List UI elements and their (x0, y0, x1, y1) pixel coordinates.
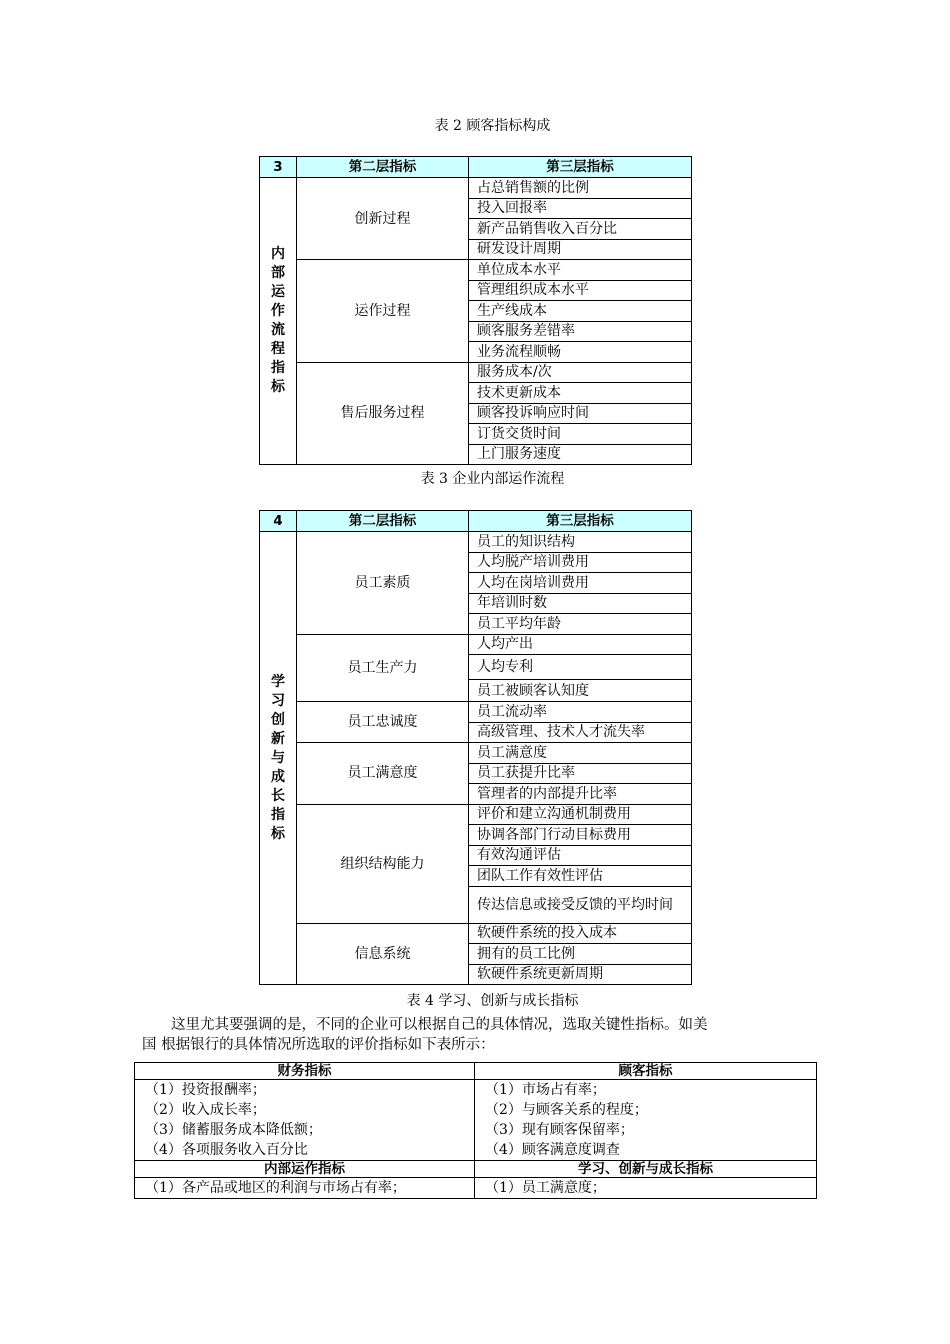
third-level-indicator: 管理组织成本水平 (469, 280, 692, 301)
third-level-indicator: 服务成本/次 (469, 362, 692, 383)
process-category (260, 178, 297, 465)
third-level-indicator: 团队工作有效性评估 (469, 866, 692, 887)
customer-item: （4）顾客满意度调查 (485, 1142, 620, 1158)
learning-category (260, 532, 297, 985)
header-col-second-level: 第二层指标 (297, 511, 469, 532)
third-level-indicator: 高级管理、技术人才流失率 (469, 722, 692, 743)
header-col-third-level: 第三层指标 (469, 511, 692, 532)
learning-item: （1）员工满意度； (485, 1180, 606, 1196)
learning-cell (475, 1178, 817, 1199)
table-row (260, 532, 692, 553)
table-row (260, 362, 692, 383)
header-col-number: 3 (260, 157, 297, 178)
third-level-indicator: 人均在岗培训费用 (469, 573, 692, 594)
third-level-indicator: 软硬件系统的投入成本 (469, 923, 692, 944)
second-level-indicator: 创新过程 (297, 178, 469, 260)
third-level-indicator: 员工满意度 (469, 743, 692, 764)
third-level-indicator: 有效沟通评估 (469, 845, 692, 866)
finance-cell (135, 1080, 475, 1161)
third-level-indicator: 员工平均年龄 (469, 614, 692, 635)
finance-item: （3）储蓄服务成本降低额； (145, 1122, 322, 1138)
internal-cell (135, 1178, 475, 1199)
table-row (260, 634, 692, 655)
third-level-indicator: 投入回报率 (469, 198, 692, 219)
third-level-indicator: 管理者的内部提升比率 (469, 784, 692, 805)
table-row (260, 260, 692, 281)
customer-item: （1）市场占有率； (485, 1082, 606, 1098)
internal-item: （1）各产品或地区的利润与市场占有率； (145, 1180, 406, 1196)
table-row (260, 178, 692, 199)
second-level-indicator: 组织结构能力 (297, 804, 469, 923)
third-level-indicator: 生产线成本 (469, 301, 692, 322)
third-level-indicator: 人均专利 (469, 655, 692, 680)
third-level-indicator: 订货交货时间 (469, 424, 692, 445)
third-level-indicator: 员工被顾客认知度 (469, 680, 692, 702)
third-level-indicator: 上门服务速度 (469, 444, 692, 465)
second-level-indicator: 售后服务过程 (297, 362, 469, 465)
learning-growth-table (259, 510, 692, 985)
header-col-second-level: 第二层指标 (297, 157, 469, 178)
third-level-indicator: 新产品销售收入百分比 (469, 219, 692, 240)
third-level-indicator: 协调各部门行动目标费用 (469, 825, 692, 846)
second-level-indicator: 员工素质 (297, 532, 469, 635)
table-row (260, 702, 692, 723)
table-row (260, 923, 692, 944)
caption-table3: 表 3 企业内部运作流程 (420, 471, 565, 487)
paragraph-line-1: 这里尤其要强调的是，不同的企业可以根据自己的具体情况，选取关键性指标。如美 (171, 1017, 708, 1033)
third-level-indicator: 年培训时数 (469, 593, 692, 614)
customer-item: （2）与顾客关系的程度； (485, 1102, 648, 1118)
header-finance: 财务指标 (135, 1063, 475, 1080)
second-level-indicator: 员工生产力 (297, 634, 469, 702)
third-level-indicator: 占总销售额的比例 (469, 178, 692, 199)
third-level-indicator: 传达信息或接受反馈的平均时间 (469, 886, 692, 923)
second-level-indicator: 员工满意度 (297, 743, 469, 805)
third-level-indicator: 员工获提升比率 (469, 763, 692, 784)
third-level-indicator: 技术更新成本 (469, 383, 692, 404)
third-level-indicator: 业务流程顺畅 (469, 342, 692, 363)
table-row (260, 804, 692, 825)
third-level-indicator: 评价和建立沟通机制费用 (469, 804, 692, 825)
caption-table2: 表 2 顾客指标构成 (434, 118, 551, 134)
third-level-indicator: 研发设计周期 (469, 239, 692, 260)
customer-item: （3）现有顾客保留率； (485, 1122, 634, 1138)
header-col-third-level: 第三层指标 (469, 157, 692, 178)
third-level-indicator: 拥有的员工比例 (469, 944, 692, 965)
header-col-number: 4 (260, 511, 297, 532)
third-level-indicator: 人均产出 (469, 634, 692, 655)
third-level-indicator: 员工流动率 (469, 702, 692, 723)
learning-category-label: 学习创新与成长指标 (271, 673, 285, 842)
paragraph-line-2: 国 根据银行的具体情况所选取的评价指标如下表所示： (142, 1037, 495, 1053)
third-level-indicator: 员工的知识结构 (469, 532, 692, 553)
process-category-label: 内部运作流程指标 (271, 246, 285, 395)
header-customer: 顾客指标 (475, 1063, 817, 1080)
customer-cell (475, 1080, 817, 1161)
intro-paragraph (142, 1015, 832, 1055)
third-level-indicator: 顾客服务差错率 (469, 321, 692, 342)
third-level-indicator: 单位成本水平 (469, 260, 692, 281)
second-level-indicator: 信息系统 (297, 923, 469, 985)
bank-indicator-table (134, 1062, 817, 1199)
header-internal: 内部运作指标 (135, 1161, 475, 1178)
finance-item: （4）各项服务收入百分比 (145, 1142, 308, 1158)
third-level-indicator: 软硬件系统更新周期 (469, 964, 692, 985)
second-level-indicator: 运作过程 (297, 260, 469, 363)
caption-table4: 表 4 学习、创新与成长指标 (406, 993, 579, 1009)
finance-item: （1）投资报酬率； (145, 1082, 266, 1098)
finance-item: （2）收入成长率； (145, 1102, 266, 1118)
internal-process-table (259, 156, 692, 465)
header-learning: 学习、创新与成长指标 (475, 1161, 817, 1178)
third-level-indicator: 顾客投诉响应时间 (469, 403, 692, 424)
third-level-indicator: 人均脱产培训费用 (469, 552, 692, 573)
table-row (260, 743, 692, 764)
second-level-indicator: 员工忠诚度 (297, 702, 469, 743)
